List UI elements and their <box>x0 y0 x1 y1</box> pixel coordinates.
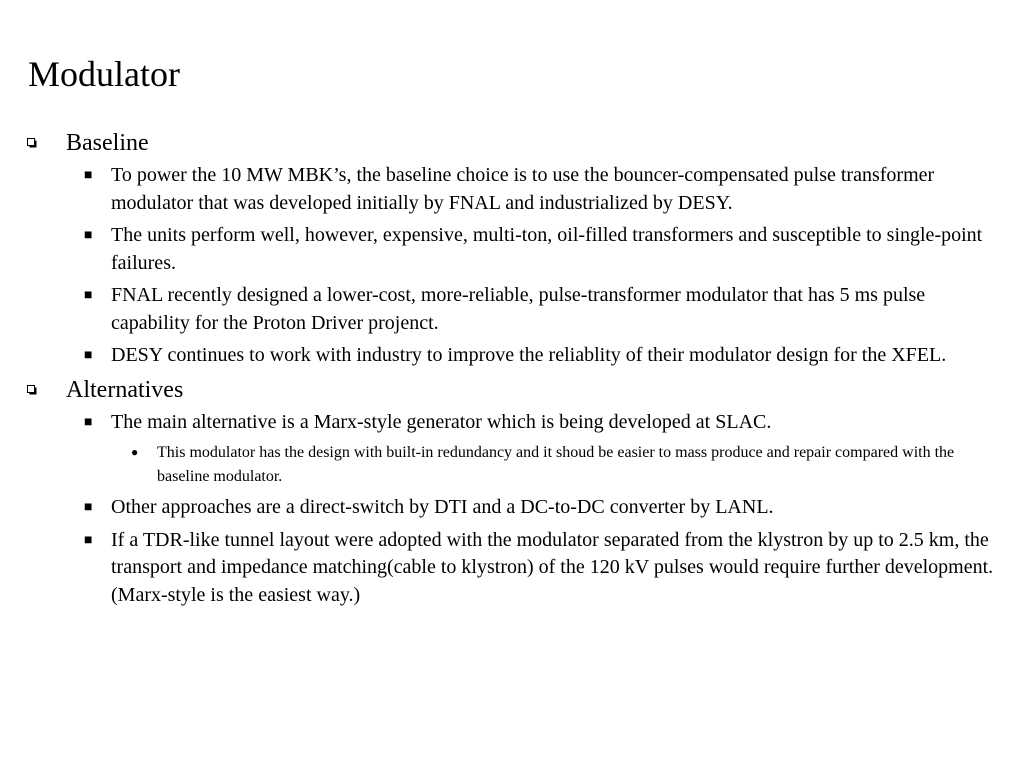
list-item-text: Other approaches are a direct-switch by DTI and a DC-to-DC converter by LANL. <box>111 496 774 518</box>
slide-title: Modulator <box>28 54 180 94</box>
list-item <box>0 222 1024 277</box>
slide-content <box>0 128 1024 614</box>
list-item <box>0 527 1024 610</box>
list-item <box>0 162 1024 217</box>
dot-bullet-icon: ● <box>131 445 139 459</box>
section-heading-text: Alternatives <box>66 376 184 403</box>
section-heading-text: Baseline <box>66 130 149 156</box>
sub-list-item-text: This modulator has the design with built-in redundancy and it shoud be easier to mass produce and repair compared with the baseline modulator. <box>157 444 955 485</box>
list-item <box>0 494 1024 522</box>
list-item-text: The units perform well, however, expensive, multi-ton, oil-filled transformers and susceptible to single-point failures. <box>111 224 983 274</box>
square-bullet-icon: ■ <box>84 288 93 303</box>
hollow-square-bullet-icon <box>27 138 37 148</box>
list-item-text: DESY continues to work with industry to improve the reliablity of their modulator design for the XFEL. <box>111 344 947 366</box>
sub-list-item <box>0 441 1024 489</box>
list-item <box>0 282 1024 337</box>
square-bullet-icon: ■ <box>84 228 93 243</box>
square-bullet-icon: ■ <box>84 500 93 515</box>
list-item-text: To power the 10 MW MBK’s, the baseline choice is to use the bouncer-compensated pulse transformer modulator that was developed initially by FNAL and industrialized by DESY. <box>111 164 935 214</box>
list-item <box>0 342 1024 370</box>
list-item-text: FNAL recently designed a lower-cost, more-reliable, pulse-transformer modulator that has 5 ms pulse capability for the Proton Driver projenct. <box>111 284 926 334</box>
list-item-text: If a TDR-like tunnel layout were adopted with the modulator separated from the klystron by up to 2.5 km, the transport and impedance matching(cable to klystron) of the 120 kV pulses would require further development. (Marx-style is the easiest way.) <box>111 528 994 606</box>
square-bullet-icon: ■ <box>84 348 93 363</box>
square-bullet-icon: ■ <box>84 532 93 548</box>
hollow-square-bullet-icon <box>27 385 37 395</box>
list-item <box>0 409 1024 437</box>
square-bullet-icon: ■ <box>84 414 93 430</box>
list-item-text: The main alternative is a Marx-style generator which is being developed at SLAC. <box>111 410 772 433</box>
section-heading <box>0 128 1024 158</box>
section-heading <box>0 375 1024 405</box>
square-bullet-icon: ■ <box>84 168 93 183</box>
